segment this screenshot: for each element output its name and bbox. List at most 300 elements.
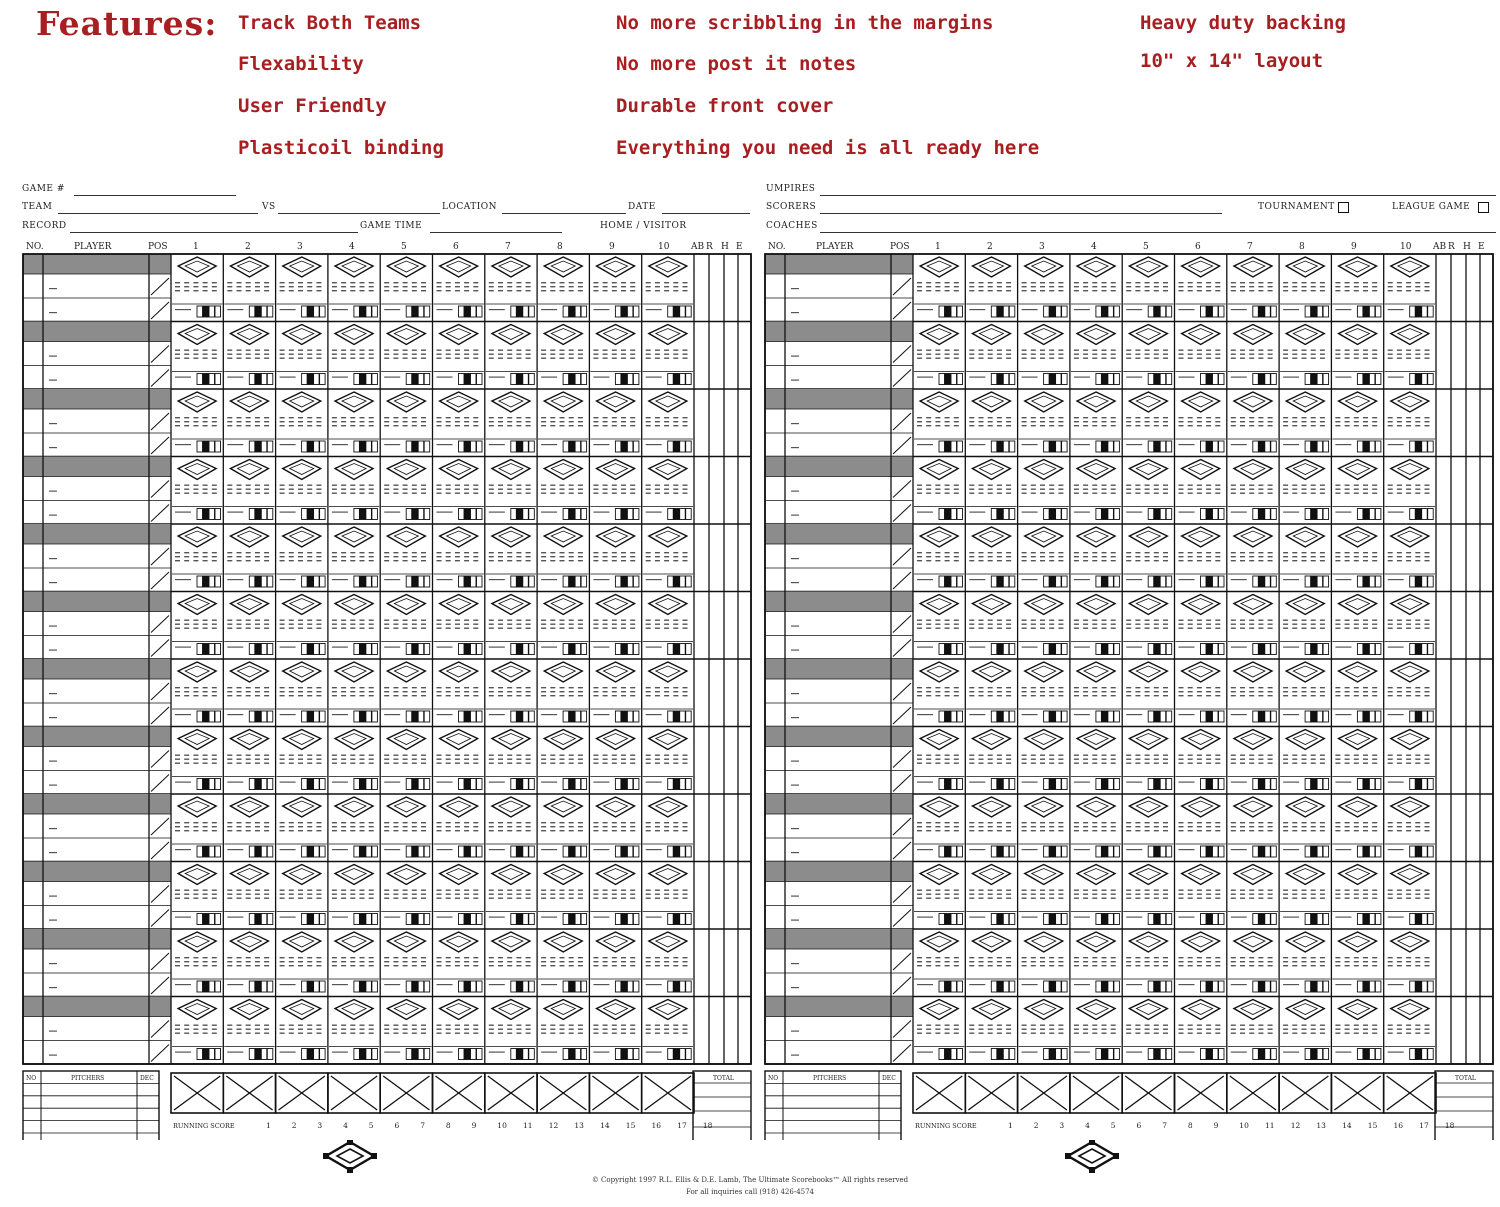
count-box: [523, 441, 529, 452]
count-box: [1114, 576, 1120, 587]
infield-icon: [551, 396, 575, 407]
count-box: [302, 441, 308, 452]
base-diamond-icon: [1339, 797, 1377, 817]
no-shade: [765, 322, 785, 342]
infield-icon: [1189, 869, 1213, 880]
infield-icon: [185, 1004, 209, 1015]
infield-icon: [342, 666, 366, 677]
base-diamond-icon: [1391, 1000, 1429, 1020]
count-box: [511, 374, 517, 385]
count-box: [249, 981, 255, 992]
running-score-number: 9: [471, 1121, 477, 1130]
count-box: [1102, 576, 1108, 587]
pos-shade: [891, 389, 913, 409]
count-box: [523, 846, 529, 857]
player-shade: [43, 592, 149, 612]
at-bat-cell: [643, 797, 693, 857]
count-box: [267, 644, 273, 655]
count-box: [529, 981, 535, 992]
pitchers-label: PITCHERS: [813, 1075, 847, 1082]
infield-icon: [499, 869, 523, 880]
count-box: [1062, 441, 1068, 452]
base-diamond-icon: [1182, 1000, 1220, 1020]
base-diamond-icon: [597, 595, 635, 615]
count-box: [517, 441, 523, 452]
count-box: [366, 711, 372, 722]
at-bat-cell: [224, 595, 274, 655]
bottom-svg: [22, 1070, 752, 1140]
base-diamond-icon: [1025, 865, 1063, 885]
count-box: [267, 914, 273, 925]
count-box: [1363, 711, 1369, 722]
count-box: [215, 1049, 221, 1060]
base-diamond-icon: [1025, 1000, 1063, 1020]
count-box: [1207, 374, 1213, 385]
count-box: [424, 1049, 430, 1060]
col-h: H: [1463, 242, 1471, 252]
base-diamond-icon: [178, 460, 216, 480]
infield-icon: [1346, 464, 1370, 475]
col-inning-4: 4: [1091, 242, 1097, 252]
count-box: [1003, 711, 1009, 722]
date-label: DATE: [628, 202, 656, 212]
infield-icon: [342, 531, 366, 542]
count-box: [267, 846, 273, 857]
count-box: [1416, 711, 1422, 722]
base-diamond-icon: [283, 662, 321, 682]
count-box: [465, 779, 471, 790]
count-box: [668, 576, 674, 587]
game-time-field[interactable]: [430, 232, 562, 233]
base-diamond-icon: [178, 392, 216, 412]
base-diamond-icon: [1025, 257, 1063, 277]
count-box: [360, 981, 366, 992]
infield-icon: [1398, 936, 1422, 947]
count-box: [633, 981, 639, 992]
base-diamond-icon: [1286, 325, 1324, 345]
base-diamond-icon: [440, 460, 478, 480]
at-bat-cell: [1123, 595, 1173, 655]
count-box: [1009, 306, 1015, 317]
count-box: [997, 981, 1003, 992]
league-game-checkbox[interactable]: [1478, 202, 1489, 213]
at-bat-cell: [1071, 392, 1121, 452]
count-box: [1050, 509, 1056, 520]
feature-layout-size: 10" x 14" layout: [1140, 50, 1324, 72]
at-bat-cell: [1071, 662, 1121, 722]
base-diamond-icon: [1391, 325, 1429, 345]
no-shade: [765, 254, 785, 274]
infield-icon: [1136, 936, 1160, 947]
tournament-checkbox[interactable]: [1338, 202, 1349, 213]
base-diamond-icon: [283, 595, 321, 615]
count-box: [523, 374, 529, 385]
infield-icon: [551, 936, 575, 947]
count-box: [674, 846, 680, 857]
count-box: [1422, 711, 1428, 722]
count-box: [575, 306, 581, 317]
count-box: [517, 779, 523, 790]
count-box: [1375, 306, 1381, 317]
count-box: [1003, 644, 1009, 655]
date-field[interactable]: [662, 213, 750, 214]
count-box: [1265, 509, 1271, 520]
infield-icon: [290, 329, 314, 340]
count-box: [1108, 711, 1114, 722]
count-box: [563, 711, 569, 722]
count-box: [951, 846, 957, 857]
infield-icon: [447, 801, 471, 812]
running-score-number: 13: [1316, 1121, 1326, 1130]
count-box: [1148, 509, 1154, 520]
count-box: [1259, 981, 1265, 992]
infield-icon: [1398, 531, 1422, 542]
at-bat-cell: [1385, 257, 1435, 317]
count-box: [1422, 1049, 1428, 1060]
count-box: [1317, 576, 1323, 587]
count-box: [471, 981, 477, 992]
count-box: [674, 509, 680, 520]
base-diamond-icon: [335, 730, 373, 750]
infield-icon: [1189, 1004, 1213, 1015]
no-shade: [23, 659, 43, 679]
count-box: [197, 576, 203, 587]
count-box: [459, 914, 465, 925]
count-box: [366, 779, 372, 790]
at-bat-cell: [590, 595, 640, 655]
base-diamond-icon: [1286, 932, 1324, 952]
count-box: [1102, 441, 1108, 452]
count-box: [197, 374, 203, 385]
base-diamond-icon: [492, 392, 530, 412]
base-diamond-icon: [492, 932, 530, 952]
infield-icon: [1136, 531, 1160, 542]
base-diamond-icon: [1182, 325, 1220, 345]
lineup-grid[interactable]: [764, 253, 1494, 1065]
pos-shade: [149, 997, 171, 1017]
count-box: [320, 711, 326, 722]
count-box: [1305, 306, 1311, 317]
count-box: [1323, 1049, 1329, 1060]
count-box: [1375, 914, 1381, 925]
count-box: [1148, 441, 1154, 452]
count-box: [360, 779, 366, 790]
count-box: [1271, 981, 1277, 992]
infield-icon: [499, 329, 523, 340]
at-bat-cell: [643, 392, 693, 452]
col-inning-10: 10: [1400, 242, 1412, 252]
at-bat-cell: [1332, 932, 1382, 992]
count-box: [424, 914, 430, 925]
base-diamond-icon: [544, 797, 582, 817]
count-box: [939, 306, 945, 317]
pitchers-and-running-score[interactable]: [22, 1070, 752, 1144]
count-box: [308, 644, 314, 655]
count-box: [1154, 644, 1160, 655]
infield-icon: [290, 869, 314, 880]
count-box: [1056, 1049, 1062, 1060]
count-box: [1363, 779, 1369, 790]
at-bat-cell: [1280, 1000, 1330, 1060]
col-e: E: [1478, 242, 1485, 252]
count-box: [1154, 441, 1160, 452]
base-diamond-icon: [1025, 325, 1063, 345]
count-box: [1148, 846, 1154, 857]
count-box: [668, 509, 674, 520]
count-box: [1213, 711, 1219, 722]
count-box: [477, 306, 483, 317]
count-box: [308, 711, 314, 722]
count-box: [1416, 644, 1422, 655]
count-box: [1096, 779, 1102, 790]
infield-icon: [237, 261, 261, 272]
at-bat-cell: [486, 1000, 536, 1060]
base-diamond-icon: [230, 527, 268, 547]
count-box: [1428, 306, 1434, 317]
record-field[interactable]: [70, 232, 358, 233]
player-shade: [785, 862, 891, 882]
count-box: [581, 711, 587, 722]
at-bat-cell: [914, 392, 964, 452]
base-diamond-icon: [1391, 865, 1429, 885]
at-bat-cell: [1123, 527, 1173, 587]
base-diamond-icon: [920, 730, 958, 750]
at-bat-cell: [966, 595, 1016, 655]
count-box: [1201, 1049, 1207, 1060]
count-box: [412, 914, 418, 925]
at-bat-cell: [914, 662, 964, 722]
count-box: [1305, 644, 1311, 655]
count-box: [1114, 779, 1120, 790]
col-inning-8: 8: [557, 242, 563, 252]
base-diamond-icon: [1234, 730, 1272, 750]
at-bat-cell: [1332, 325, 1382, 385]
count-box: [1265, 779, 1271, 790]
base-diamond-icon: [920, 527, 958, 547]
at-bat-cell: [643, 460, 693, 520]
count-box: [1154, 306, 1160, 317]
count-box: [1410, 644, 1416, 655]
infield-icon: [447, 329, 471, 340]
count-box: [203, 846, 209, 857]
base-diamond-icon: [440, 325, 478, 345]
count-box: [255, 981, 260, 992]
count-box: [471, 644, 477, 655]
count-box: [563, 914, 569, 925]
feature-no-scribbling: No more scribbling in the margins: [616, 12, 994, 34]
base-diamond-icon: [387, 797, 425, 817]
base-diamond-icon: [178, 527, 216, 547]
count-box: [1160, 914, 1166, 925]
infield-icon: [604, 936, 628, 947]
coaches-field[interactable]: [820, 232, 1496, 233]
pos-shade: [149, 862, 171, 882]
at-bat-cell: [966, 257, 1016, 317]
infield-icon: [499, 464, 523, 475]
infield-icon: [1346, 1004, 1370, 1015]
player-shade: [785, 322, 891, 342]
at-bat-cell: [538, 1000, 588, 1060]
base-diamond-icon: [1077, 460, 1115, 480]
infield-icon: [1293, 1004, 1317, 1015]
count-box: [686, 914, 692, 925]
base-diamond-icon: [649, 730, 687, 750]
base-diamond-icon: [920, 1000, 958, 1020]
infield-icon: [447, 599, 471, 610]
at-bat-cell: [1019, 1000, 1069, 1060]
base-diamond-icon: [1025, 527, 1063, 547]
count-box: [1311, 914, 1317, 925]
at-bat-cell: [966, 932, 1016, 992]
count-box: [215, 509, 221, 520]
player-shade: [43, 322, 149, 342]
running-score-number: 2: [1033, 1121, 1039, 1130]
count-box: [354, 1049, 360, 1060]
at-bat-cell: [1332, 662, 1382, 722]
count-box: [686, 779, 692, 790]
infield-icon: [185, 396, 209, 407]
count-box: [569, 914, 575, 925]
count-box: [1253, 914, 1259, 925]
base-diamond-icon: [1339, 730, 1377, 750]
count-box: [1311, 306, 1317, 317]
at-bat-cell: [486, 595, 536, 655]
count-box: [1357, 374, 1363, 385]
col-inning-5: 5: [1143, 242, 1149, 252]
scorers-field[interactable]: [820, 213, 1222, 214]
count-box: [477, 441, 483, 452]
base-diamond-icon: [972, 595, 1010, 615]
pitchers-and-running-score[interactable]: [764, 1070, 1494, 1144]
at-bat-cell: [224, 257, 274, 317]
at-bat-cell: [434, 325, 484, 385]
count-box: [314, 509, 320, 520]
count-box: [581, 1049, 587, 1060]
base-diamond-icon: [597, 932, 635, 952]
base-diamond-icon: [1182, 392, 1220, 412]
count-box: [465, 981, 471, 992]
infield-icon: [1136, 396, 1160, 407]
infield-icon: [604, 666, 628, 677]
infield-icon: [394, 261, 418, 272]
count-box: [1219, 711, 1225, 722]
count-box: [633, 914, 639, 925]
count-box: [308, 779, 314, 790]
count-box: [627, 441, 633, 452]
count-box: [939, 644, 945, 655]
count-box: [459, 981, 465, 992]
infield-icon: [342, 464, 366, 475]
count-box: [255, 779, 260, 790]
count-box: [511, 306, 517, 317]
location-field[interactable]: [502, 213, 626, 214]
col-player: PLAYER: [816, 242, 854, 252]
count-box: [360, 846, 366, 857]
base-diamond-icon: [972, 257, 1010, 277]
infield-icon: [499, 396, 523, 407]
infield-icon: [185, 936, 209, 947]
base-diamond-icon: [1077, 797, 1115, 817]
lineup-grid[interactable]: [22, 253, 752, 1065]
count-box: [951, 644, 957, 655]
count-box: [360, 644, 366, 655]
count-box: [563, 779, 569, 790]
base-diamond-icon: [1234, 595, 1272, 615]
count-box: [511, 711, 517, 722]
base-diamond-icon: [1182, 595, 1220, 615]
team-label: TEAM: [22, 202, 53, 212]
count-box: [418, 711, 424, 722]
count-box: [477, 374, 483, 385]
count-box: [261, 644, 267, 655]
infield-icon: [499, 599, 523, 610]
team-field[interactable]: [58, 213, 258, 214]
count-box: [523, 981, 529, 992]
count-box: [1114, 644, 1120, 655]
infield-icon: [290, 261, 314, 272]
left-diamond-logo: [322, 1140, 378, 1178]
running-score-number: 6: [394, 1121, 400, 1130]
count-box: [360, 576, 366, 587]
at-bat-cell: [1176, 595, 1226, 655]
base-diamond-icon: [1182, 460, 1220, 480]
game-number-field[interactable]: [74, 195, 236, 196]
at-bat-cell: [224, 730, 274, 790]
count-box: [1410, 914, 1416, 925]
count-box: [1062, 306, 1068, 317]
at-bat-cell: [1019, 392, 1069, 452]
base-diamond-icon: [440, 527, 478, 547]
count-box: [1096, 644, 1102, 655]
base-diamond-icon: [1077, 730, 1115, 750]
count-box: [1154, 1049, 1160, 1060]
at-bat-cell: [643, 662, 693, 722]
count-box: [215, 306, 221, 317]
count-box: [406, 1049, 412, 1060]
count-box: [939, 711, 945, 722]
count-box: [1317, 981, 1323, 992]
col-pos: POS: [148, 242, 168, 252]
count-box: [1363, 576, 1369, 587]
count-box: [1207, 509, 1213, 520]
umpires-field[interactable]: [820, 195, 1496, 196]
count-box: [1160, 1049, 1166, 1060]
count-box: [1096, 711, 1102, 722]
count-box: [621, 914, 627, 925]
infield-icon: [290, 801, 314, 812]
base-diamond-icon: [544, 460, 582, 480]
infield-icon: [604, 734, 628, 745]
infield-icon: [1136, 734, 1160, 745]
at-bat-cell: [1332, 460, 1382, 520]
col-inning-5: 5: [401, 242, 407, 252]
opponent-field[interactable]: [278, 213, 440, 214]
count-box: [424, 981, 430, 992]
count-box: [1108, 779, 1114, 790]
at-bat-cell: [1280, 730, 1330, 790]
count-box: [1375, 644, 1381, 655]
count-box: [1114, 441, 1120, 452]
base-diamond-icon: [178, 932, 216, 952]
infield-icon: [499, 801, 523, 812]
count-box: [366, 914, 372, 925]
count-box: [581, 306, 587, 317]
infield-icon: [237, 666, 261, 677]
running-score-number: 3: [317, 1121, 323, 1130]
count-box: [1422, 509, 1428, 520]
count-box: [1375, 981, 1381, 992]
count-box: [1154, 509, 1160, 520]
